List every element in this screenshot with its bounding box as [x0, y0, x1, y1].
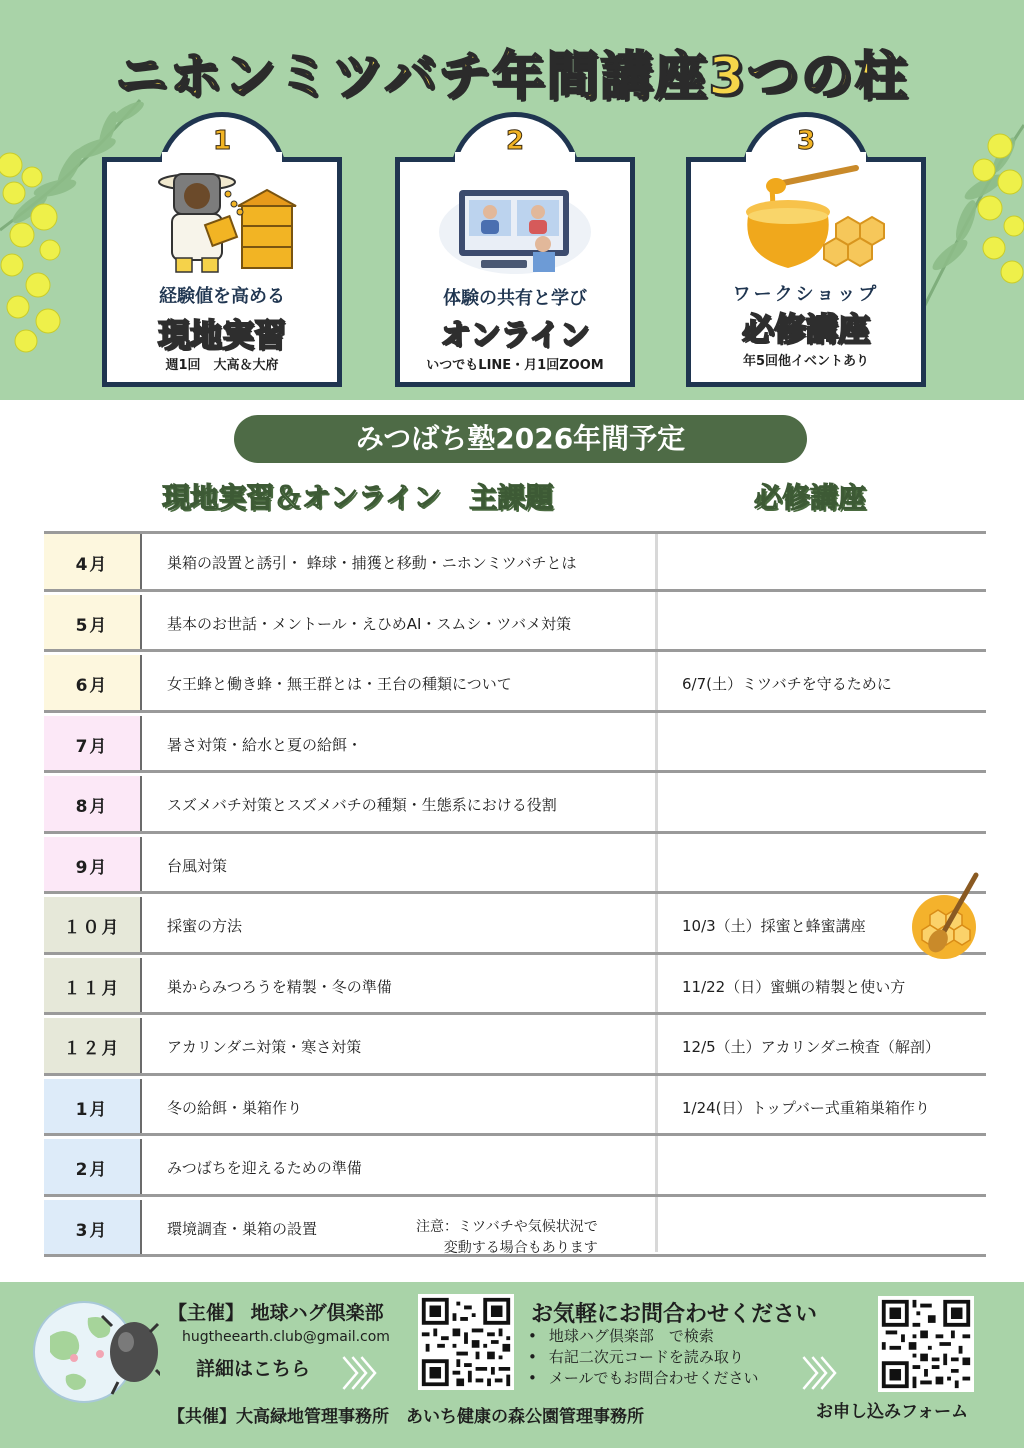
online-meeting-icon	[435, 164, 595, 276]
contact-title: お気軽にお問合わせください	[531, 1302, 818, 1327]
page-title: ニホンミツバチ年間講座3つの柱	[115, 47, 909, 107]
topic-cell: アカリンダニ対策・寒さ対策	[167, 1038, 362, 1057]
pillar-number: 3	[796, 126, 816, 156]
lecture-cell: 12/5（土）アカリンダニ検査（解剖）	[682, 1038, 940, 1057]
beekeeper-icon	[142, 164, 302, 276]
topic-cell: 巣からみつろうを精製・冬の準備	[167, 977, 392, 996]
topic-cell: 基本のお世話・メントール・えひめAI・スムシ・ツバメ対策	[167, 614, 572, 633]
pillar-heading: オンライン	[440, 318, 590, 353]
table-row	[44, 834, 986, 895]
pillar-note: いつでもLINE・月1回ZOOM	[426, 358, 604, 373]
table-row	[44, 1136, 986, 1197]
topic-cell: 冬の給餌・巣箱作り	[167, 1098, 303, 1117]
month-cell: 1月	[44, 1079, 140, 1137]
mimosa-flowers-right	[970, 130, 1024, 290]
month-cell: 6月	[44, 655, 140, 713]
lecture-cell: 1/24(日）トップバー式重箱巣箱作り	[682, 1098, 930, 1117]
month-cell: 5月	[44, 595, 140, 653]
pillar-field-practice	[102, 112, 342, 387]
topic-cell: 巣箱の設置と誘引・ 蜂球・捕獲と移動・ニホンミツバチとは	[167, 554, 577, 573]
topic-cell: 女王蜂と働き蜂・無王群とは・王台の種類について	[167, 675, 512, 694]
lecture-cell: 11/22（日）蜜蝋の精製と使い方	[682, 977, 906, 996]
list-item: • 地球ハグ倶楽部 で検索	[528, 1326, 759, 1347]
pillar-heading: 現地実習	[157, 316, 286, 354]
table-row	[44, 531, 986, 592]
details-link[interactable]: 詳細はこちら	[196, 1358, 311, 1380]
pillar-number: 1	[212, 126, 232, 156]
arrow-right-icon: 〉〉〉	[342, 1355, 386, 1395]
pillar-note: 週1回 大高＆大府	[165, 358, 279, 373]
table-row	[44, 1015, 986, 1076]
pillar-note: 年5回他イベントあり	[742, 354, 870, 369]
column-heading-required: 必修講座	[754, 481, 867, 514]
table-row	[44, 894, 986, 955]
topic-cell: みつばちを迎えるための準備	[167, 1159, 362, 1178]
month-cell: 9月	[44, 837, 140, 895]
month-cell: １１月	[44, 958, 140, 1016]
list-item: • メールでもお問合わせください	[528, 1368, 759, 1389]
table-row	[44, 713, 986, 774]
month-cell: １０月	[44, 897, 140, 955]
month-cell: 3月	[44, 1200, 140, 1258]
pillar-subtitle: ワークショップ	[732, 284, 880, 305]
qr-code-details[interactable]	[418, 1294, 514, 1390]
contact-list	[528, 1326, 759, 1389]
month-cell: １２月	[44, 1018, 140, 1076]
topic-cell: スズメバチ対策とスズメバチの種類・生態系における役割	[167, 796, 557, 815]
mimosa-flowers-left	[0, 145, 75, 360]
organizer-label: 【主催】 地球ハグ倶楽部	[168, 1302, 384, 1324]
table-row	[44, 955, 986, 1016]
table-row	[44, 652, 986, 713]
pillar-online	[395, 112, 635, 387]
pillar-subtitle: 体験の共有と学び	[443, 288, 587, 309]
month-cell: 2月	[44, 1139, 140, 1197]
cohost-label: 【共催】大高緑地管理事務所 あいち健康の森公園管理事務所	[168, 1407, 644, 1427]
table-row	[44, 592, 986, 653]
pillar-heading: 必修講座	[741, 310, 870, 348]
application-form-label[interactable]: お申し込みフォーム	[816, 1402, 969, 1422]
pillar-number: 2	[505, 126, 525, 156]
qr-code-application-form[interactable]	[878, 1296, 974, 1392]
honey-pot-icon	[726, 164, 886, 276]
header-band	[0, 0, 1024, 400]
month-cell: 4月	[44, 534, 140, 592]
contact-email[interactable]: hugtheearth.club@gmail.com	[182, 1329, 390, 1345]
table-row	[44, 1076, 986, 1137]
list-item: • 右記二次元コードを読み取り	[528, 1347, 759, 1368]
topic-cell: 暑さ対策・給水と夏の給餌・	[167, 735, 363, 754]
pillar-workshop	[686, 112, 926, 387]
topic-cell: 環境調査・巣箱の設置	[167, 1219, 318, 1238]
lecture-cell: 6/7(土）ミツバチを守るために	[682, 675, 892, 694]
month-cell: 8月	[44, 776, 140, 834]
caution-note: 注意：ミツバチや気候状況で 変動する場合もあります	[416, 1219, 598, 1256]
topic-cell: 採蜜の方法	[167, 917, 243, 936]
table-row	[44, 773, 986, 834]
month-cell: 7月	[44, 716, 140, 774]
honeycomb-dipper-icon	[908, 871, 982, 963]
column-heading-main: 現地実習＆オンライン 主課題	[162, 481, 554, 514]
earth-beetle-icon	[26, 1292, 160, 1410]
arrow-right-icon: 〉〉〉	[802, 1355, 846, 1395]
schedule-title: みつばち塾2026年間予定	[234, 415, 807, 463]
topic-cell: 台風対策	[167, 856, 228, 875]
lecture-cell: 10/3（土）採蜜と蜂蜜講座	[682, 917, 866, 936]
pillar-subtitle: 経験値を高める	[159, 286, 285, 307]
